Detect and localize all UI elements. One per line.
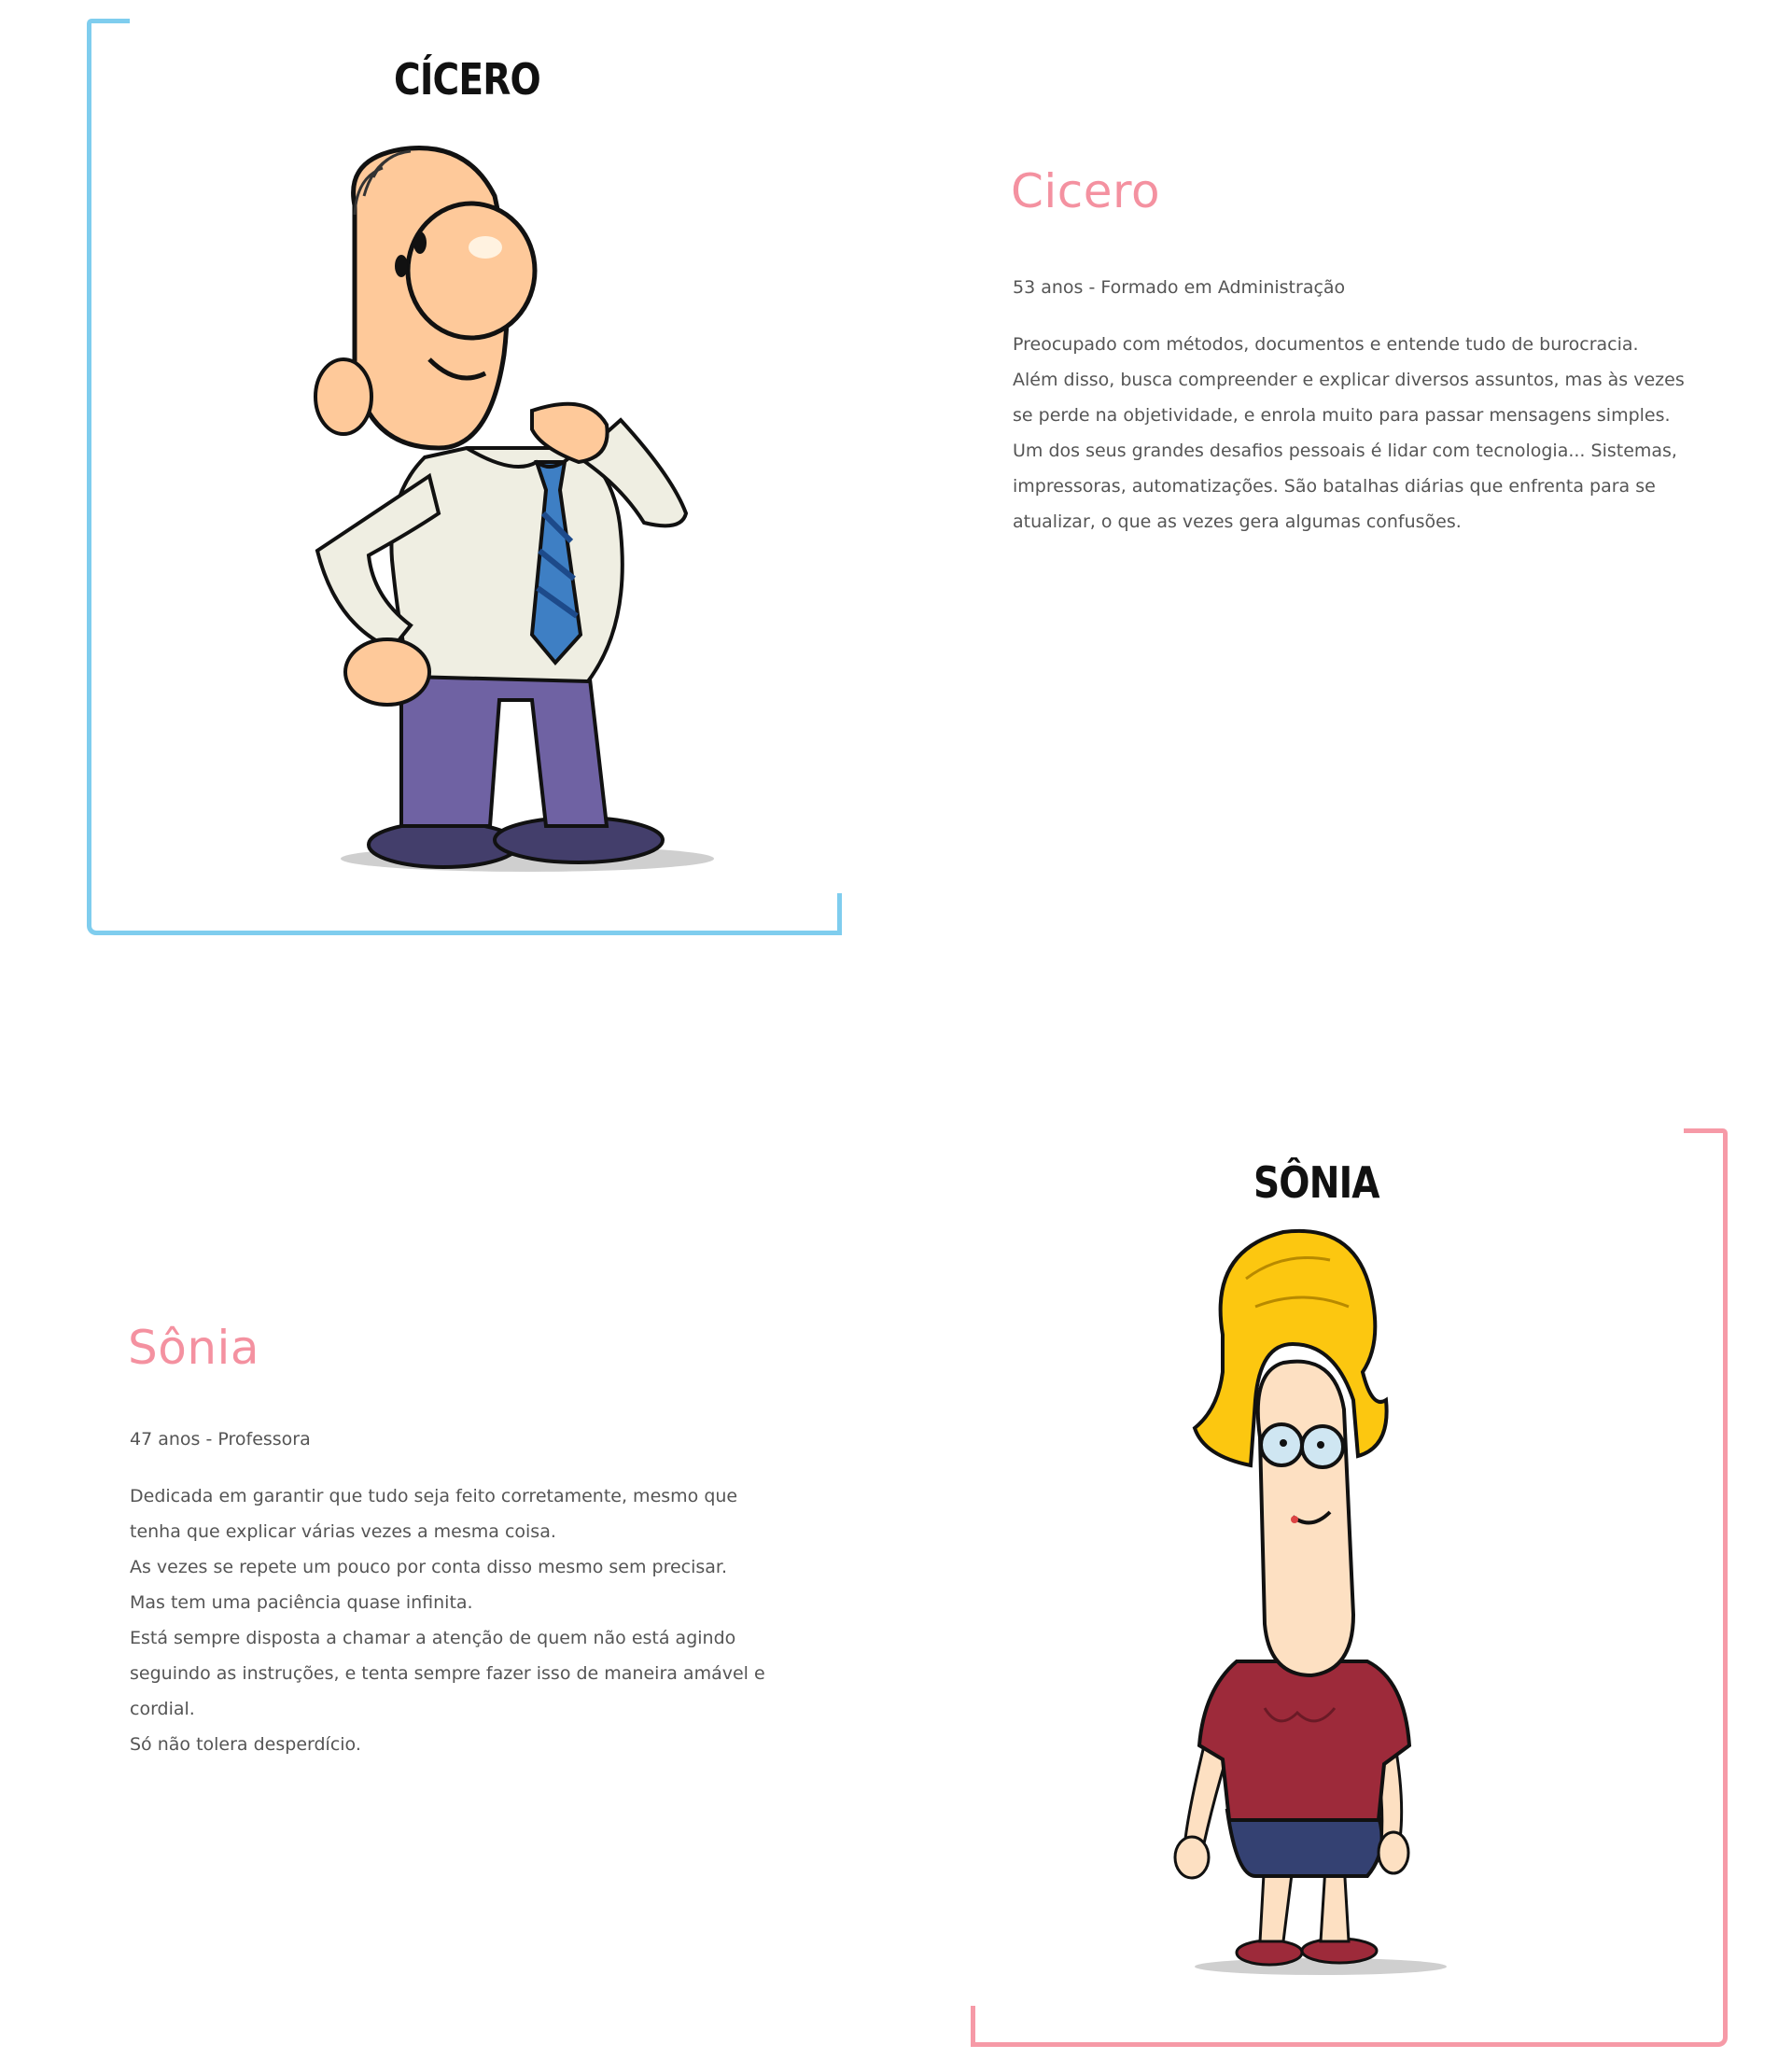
- frame-corner-top: [1684, 1128, 1728, 1133]
- sonia-description: [130, 1478, 802, 1762]
- sonia-description-line: seguindo as instruções, e tenta sempre fazer isso de maneira amável e: [130, 1663, 765, 1684]
- sonia-meta: 47 anos - Professora: [130, 1429, 311, 1450]
- sonia-description-line: As vezes se repete um pouco por conta disso mesmo sem precisar.: [130, 1557, 728, 1577]
- cicero-illustration: [299, 140, 737, 887]
- sonia-description-line: Só não tolera desperdício.: [130, 1734, 361, 1755]
- cicero-name: Cicero: [1011, 164, 1161, 218]
- cicero-description-line: Um dos seus grandes desafios pessoais é lidar com tecnologia... Sistemas,: [1013, 441, 1677, 461]
- sonia-description-line: Dedicada em garantir que tudo seja feito corretamente, mesmo que: [130, 1486, 738, 1506]
- cicero-meta: 53 anos - Formado em Administração: [1013, 277, 1346, 298]
- sonia-description-line: Está sempre disposta a chamar a atenção de quem não está agindo: [130, 1628, 736, 1648]
- sonia-description-line: tenha que explicar várias vezes a mesma coisa.: [130, 1521, 556, 1542]
- sonia-illustration: [1171, 1223, 1461, 1979]
- cicero-description: [1013, 327, 1722, 539]
- cicero-description-line: Preocupado com métodos, documentos e entende tudo de burocracia.: [1013, 334, 1639, 355]
- cicero-description-line: atualizar, o que as vezes gera algumas confusões.: [1013, 511, 1462, 532]
- sonia-illustration-label: SÔNIA: [1253, 1157, 1379, 1208]
- frame-corner-top: [87, 19, 130, 23]
- frame-corner-left: [971, 2006, 975, 2047]
- cicero-description-line: se perde na objetividade, e enrola muito para passar mensagens simples.: [1013, 405, 1671, 426]
- sonia-description-line: Mas tem uma paciência quase infinita.: [130, 1592, 473, 1613]
- cicero-description-line: impressoras, automatizações. São batalhas diárias que enfrenta para se: [1013, 476, 1656, 497]
- cicero-illustration-label: CÍCERO: [394, 54, 540, 105]
- sonia-description-line: cordial.: [130, 1699, 195, 1719]
- sonia-name: Sônia: [128, 1321, 260, 1375]
- cicero-description-line: Além disso, busca compreender e explicar diversos assuntos, mas às vezes: [1013, 370, 1685, 390]
- frame-corner-right: [837, 893, 842, 935]
